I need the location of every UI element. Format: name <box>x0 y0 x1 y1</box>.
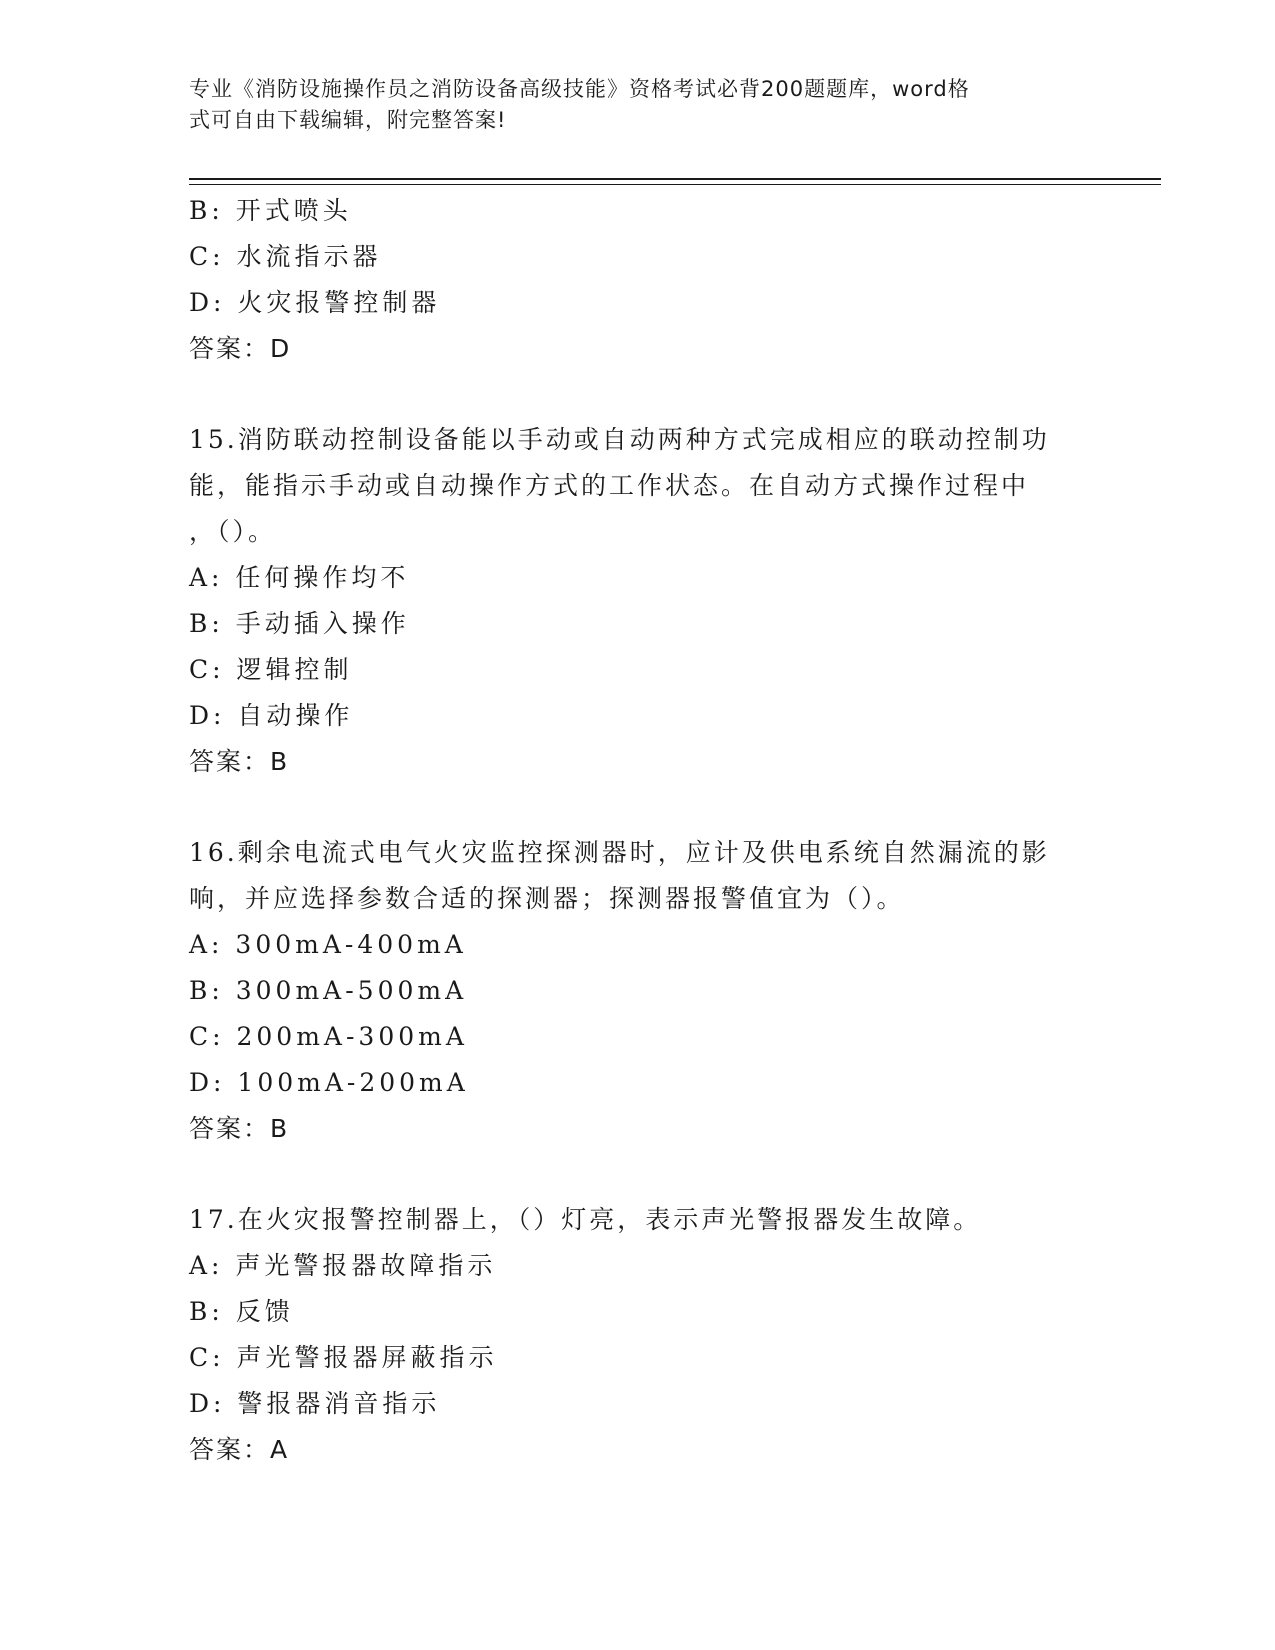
option-c: C: 声光警报器屏蔽指示 <box>189 1343 498 1372</box>
header-rule-thick <box>189 178 1161 180</box>
document-header <box>189 74 1069 136</box>
option-c: C: 逻辑控制 <box>189 655 353 684</box>
option-c: C: 水流指示器 <box>189 242 382 271</box>
question-block-15 <box>189 417 1089 785</box>
header-line-1: 专业《消防设施操作员之消防设备高级技能》资格考试必背200题题库，word格 <box>189 77 970 101</box>
answer-line: 答案：B <box>189 1114 290 1143</box>
header-line-2: 式可自由下载编辑，附完整答案! <box>189 108 507 132</box>
option-d: D: 100mA-200mA <box>189 1068 469 1097</box>
question-text-line: 15.消防联动控制设备能以手动或自动两种方式完成相应的联动控制功 <box>189 425 1050 454</box>
question-text <box>189 830 1089 922</box>
question-block-17 <box>189 1197 1089 1473</box>
question-text <box>189 417 1089 555</box>
answer-line: 答案：D <box>189 334 292 363</box>
answer-line: 答案：B <box>189 747 290 776</box>
question-text-line: 响，并应选择参数合适的探测器；探测器报警值宜为（）。 <box>189 884 905 913</box>
option-d: D: 自动操作 <box>189 701 354 730</box>
option-b: B: 手动插入操作 <box>189 609 410 638</box>
option-b: B: 300mA-500mA <box>189 976 468 1005</box>
question-list <box>189 188 1089 1473</box>
option-b: B: 反馈 <box>189 1297 294 1326</box>
header-rule-thin <box>189 184 1161 185</box>
option-d: D: 火灾报警控制器 <box>189 288 441 317</box>
question-text-line: ，（）。 <box>189 517 277 546</box>
question-text <box>189 1197 1089 1243</box>
question-text-line: 17.在火灾报警控制器上，（）灯亮，表示声光警报器发生故障。 <box>189 1205 982 1234</box>
option-c: C: 200mA-300mA <box>189 1022 468 1051</box>
option-d: D: 警报器消音指示 <box>189 1389 441 1418</box>
answer-line: 答案：A <box>189 1435 290 1464</box>
question-text-line: 16.剩余电流式电气火灾监控探测器时，应计及供电系统自然漏流的影 <box>189 838 1050 867</box>
question-block-prev <box>189 188 1089 372</box>
option-a: A: 声光警报器故障指示 <box>189 1251 497 1280</box>
option-b: B: 开式喷头 <box>189 196 352 225</box>
option-a: A: 任何操作均不 <box>189 563 410 592</box>
option-a: A: 300mA-400mA <box>189 930 467 959</box>
question-block-16 <box>189 830 1089 1152</box>
question-text-line: 能，能指示手动或自动操作方式的工作状态。在自动方式操作过程中 <box>189 471 1030 500</box>
